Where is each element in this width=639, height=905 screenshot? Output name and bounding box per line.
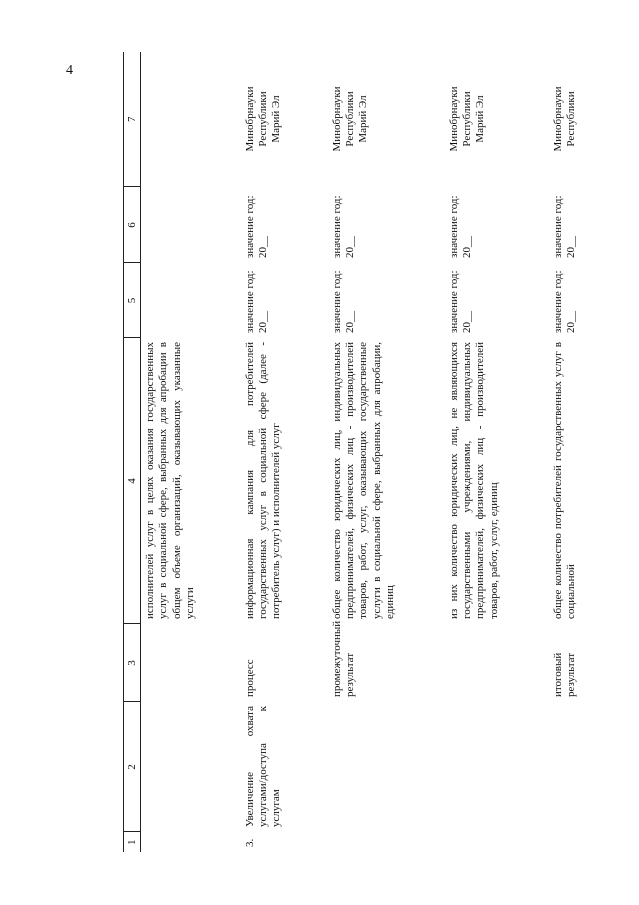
indicator-text: информационная кампания для потребителей государственных услуг в социальной сфере (далее - потребитель услуг) и исполнителей услуг bbox=[243, 342, 283, 619]
goal-cell bbox=[141, 702, 241, 832]
target-value-cell bbox=[141, 263, 241, 338]
indicator-type-cell: промежуточный результат bbox=[330, 620, 356, 697]
indicator-type-cell bbox=[445, 624, 549, 702]
column-number: 6 bbox=[124, 187, 141, 263]
page-number: 4 bbox=[66, 63, 73, 78]
rotated-page bbox=[123, 52, 639, 852]
responsible-line: Республики bbox=[343, 91, 356, 147]
target-year-cell: значение год: 20__ bbox=[330, 195, 356, 258]
row-number bbox=[445, 832, 549, 852]
column-number: 4 bbox=[124, 338, 141, 624]
indicator-text: общее количество юридических лиц, индивидуальных предпринимателей, физических лиц - производителей товаров, работ, услуг, оказывающих государственные услуги в социальной сфере, выбранных для апробации, единиц bbox=[330, 342, 397, 619]
table-row bbox=[445, 52, 549, 852]
responsible-cell bbox=[141, 52, 241, 187]
indicator-cell bbox=[549, 338, 609, 624]
table-row bbox=[549, 52, 609, 852]
indicator-cell bbox=[141, 338, 241, 624]
table-row bbox=[328, 52, 445, 852]
responsible-line: Минобрнауки bbox=[330, 86, 343, 152]
responsible-cell bbox=[549, 52, 609, 187]
goal-cell bbox=[549, 702, 609, 832]
indicator-cell bbox=[328, 338, 445, 624]
responsible-line: Республики bbox=[460, 91, 473, 147]
responsible-line: Минобрнауки bbox=[243, 86, 256, 152]
goal-cell bbox=[328, 702, 445, 832]
responsible-line: Минобрнауки bbox=[551, 86, 564, 152]
target-value-cell: значение год: 20__ bbox=[243, 270, 269, 333]
responsible-line: Марий Эл bbox=[474, 95, 487, 143]
target-value-cell: значение год: 20__ bbox=[551, 270, 577, 333]
column-number: 2 bbox=[124, 702, 141, 832]
target-year-cell: значение год: 20__ bbox=[551, 195, 577, 258]
responsible-cell bbox=[241, 52, 328, 187]
indicator-text: из них количество юридических лиц, не являющихся государственными учреждениями, индивидуальных предпринимателей, физических лиц - производителей товаров, работ, услуг, единиц bbox=[447, 342, 500, 619]
row-number: 3. bbox=[243, 838, 256, 847]
column-number: 5 bbox=[124, 263, 141, 338]
goal-cell: Увеличение охвата услугами/доступа к услугам bbox=[243, 706, 283, 827]
responsible-cell bbox=[445, 52, 549, 187]
row-number bbox=[141, 832, 241, 852]
row-number bbox=[328, 832, 445, 852]
responsible-line: Марий Эл bbox=[357, 95, 370, 143]
indicator-text: общее количество потребителей государственных услуг в социальной bbox=[551, 342, 577, 619]
table-row bbox=[141, 52, 241, 852]
responsible-line: Минобрнауки bbox=[447, 86, 460, 152]
target-year-cell: значение год: 20__ bbox=[447, 195, 473, 258]
indicator-type-cell bbox=[141, 624, 241, 702]
indicator-type-cell: процесс bbox=[243, 659, 256, 697]
column-number: 3 bbox=[124, 624, 141, 702]
indicator-table bbox=[123, 52, 609, 852]
responsible-line: Республики bbox=[564, 91, 577, 147]
column-number-header bbox=[124, 52, 141, 852]
column-number: 7 bbox=[124, 52, 141, 187]
indicator-cell bbox=[445, 338, 549, 624]
responsible-line: Марий Эл bbox=[270, 95, 283, 143]
row-number bbox=[549, 832, 609, 852]
target-year-cell bbox=[141, 187, 241, 263]
column-number: 1 bbox=[124, 832, 141, 852]
target-value-cell: значение год: 20__ bbox=[330, 270, 356, 333]
goal-cell bbox=[445, 702, 549, 832]
responsible-cell bbox=[328, 52, 445, 187]
indicator-type-cell: итоговый результат bbox=[551, 652, 577, 697]
table-row bbox=[241, 52, 328, 852]
target-year-cell: значение год: 20__ bbox=[243, 195, 269, 258]
responsible-line: Республики bbox=[256, 91, 269, 147]
indicator-text: исполнителей услуг в целях оказания государственных услуг в социальной сфере, выбранных для апробации в общем объеме организаций, оказывающих указанные услуги bbox=[144, 342, 197, 619]
target-value-cell: значение год: 20__ bbox=[447, 270, 473, 333]
indicator-cell bbox=[241, 338, 328, 624]
